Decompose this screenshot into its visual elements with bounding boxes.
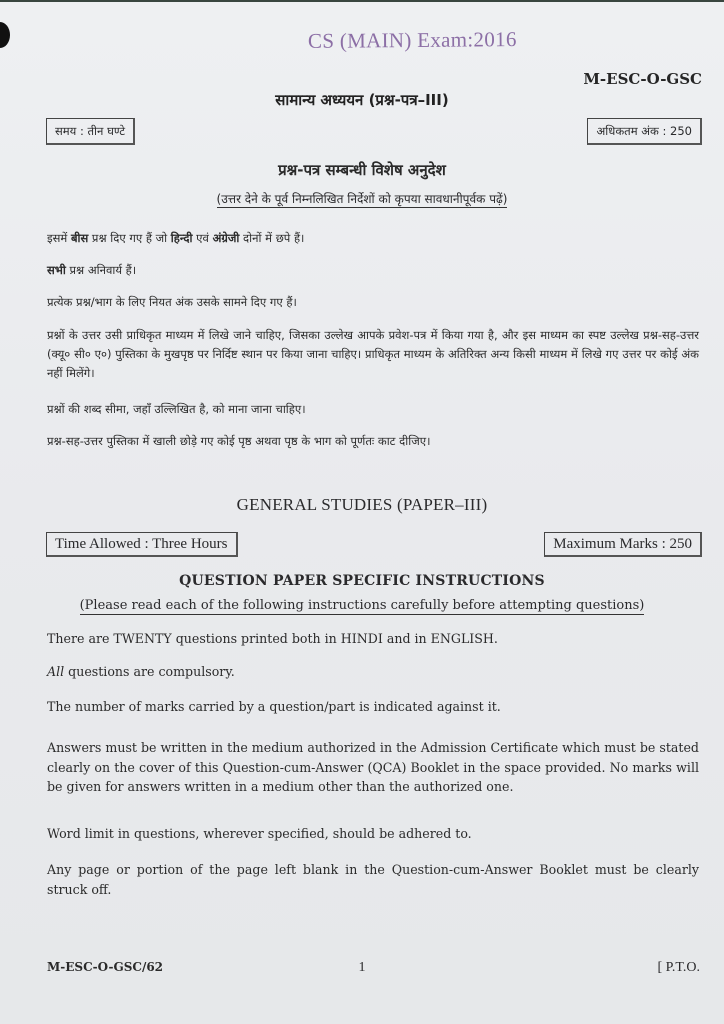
please-turn-over: [ P.T.O. bbox=[657, 960, 700, 975]
english-instruction-4: Answers must be written in the medium authorized in the Admission Certificate which must be stated clearly on the cover of this Question-cum-Answer (QCA) Booklet in the space provided. No marks will be given for answers written in a medium other than the authorized one. bbox=[47, 740, 699, 794]
english-instruction-3: The number of marks carried by a question/part is indicated against it. bbox=[47, 699, 501, 714]
exam-stamp: CS (MAIN) Exam:2016 bbox=[307, 27, 517, 53]
english-paper-title: GENERAL STUDIES (PAPER–III) bbox=[236, 495, 488, 514]
hindi-instructions-sub-text: (उत्तर देने के पूर्व निम्नलिखित निर्देशों को कृपया सावधानीपूर्वक पढ़ें) bbox=[216, 192, 508, 206]
hindi-marks-box: अधिकतम अंक : 250 bbox=[587, 118, 702, 145]
english-instructions-subheading bbox=[0, 598, 724, 613]
hindi-instruction-1: इसमें बीस प्रश्न दिए गए हैं जो हिन्दी एवं अंग्रेजी दोनों में छपे हैं। bbox=[47, 231, 305, 245]
hindi-instruction-2: सभी प्रश्न अनिवार्य हैं। bbox=[47, 263, 137, 277]
top-edge-line bbox=[0, 0, 724, 2]
hindi-instruction-3: प्रत्येक प्रश्न/भाग के लिए नियत अंक उसके सामने दिए गए हैं। bbox=[47, 295, 297, 309]
hindi-paper-title: सामान्य अध्ययन (प्रश्न-पत्र–III) bbox=[275, 91, 449, 109]
all-italic: All bbox=[47, 664, 65, 679]
english-instruction-2 bbox=[47, 662, 699, 682]
hindi-instruction-4: प्रश्नों के उत्तर उसी प्राधिकृत माध्यम में लिखे जाने चाहिए, जिसका उल्लेख आपके प्रवेश-पत्र में किया गया है, और इस माध्यम का स्पष्ट उल्लेख प्रश्न-सह-उत्तर (क्यू० सी० ए०) पुस्तिका के मुखपृष्ठ पर निर्दिष्ट स्थान पर किया जाना चाहिए। प्राधिकृत माध्यम के अतिरिक्त अन्य किसी माध्यम में लिखे गए उत्तर पर कोई अंक नहीं मिलेंगे। bbox=[47, 328, 699, 380]
english-instruction-2-rest: questions are compulsory. bbox=[64, 664, 235, 679]
hindi-instructions-heading: प्रश्न-पत्र सम्बन्धी विशेष अनुदेश bbox=[278, 161, 446, 179]
hindi-instruction-6: प्रश्न-सह-उत्तर पुस्तिका में खाली छोड़े गए कोई पृष्ठ अथवा पृष्ठ के भाग को पूर्णतः काट दीजिए। bbox=[47, 434, 431, 448]
english-instructions-heading: QUESTION PAPER SPECIFIC INSTRUCTIONS bbox=[179, 573, 545, 589]
english-instruction-1: There are TWENTY questions printed both in HINDI and in ENGLISH. bbox=[47, 631, 498, 646]
hindi-instructions-subheading bbox=[0, 190, 724, 207]
hindi-time-box: समय : तीन घण्टे bbox=[46, 118, 135, 145]
page-number: 1 bbox=[358, 960, 366, 975]
english-instruction-6: Any page or portion of the page left blank in the Question-cum-Answer Booklet must be clearly struck off. bbox=[47, 862, 699, 897]
english-instruction-5: Word limit in questions, wherever specified, should be adhered to. bbox=[47, 826, 472, 841]
paper-code: M-ESC-O-GSC bbox=[583, 70, 702, 88]
hindi-instruction-5: प्रश्नों की शब्द सीमा, जहाँ उल्लिखित है, को माना जाना चाहिए। bbox=[47, 402, 306, 416]
footer-paper-code: M-ESC-O-GSC/62 bbox=[47, 960, 164, 974]
english-instructions-sub-text: (Please read each of the following instructions carefully before attempting questions) bbox=[79, 598, 645, 613]
english-marks-box: Maximum Marks : 250 bbox=[544, 532, 702, 557]
english-time-box: Time Allowed : Three Hours bbox=[46, 532, 238, 557]
punch-hole bbox=[0, 22, 10, 48]
